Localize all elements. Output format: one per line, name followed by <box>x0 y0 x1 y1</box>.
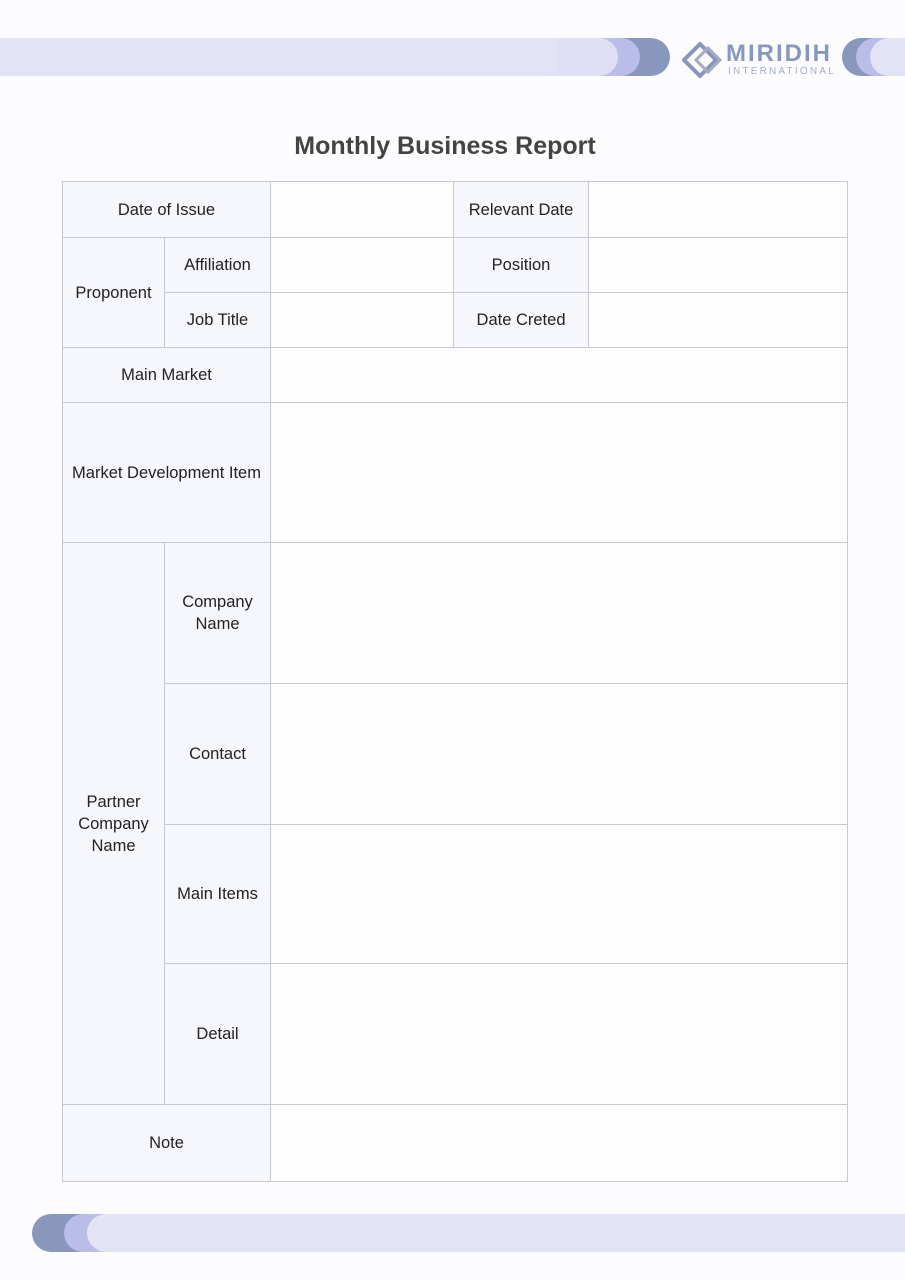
detail-field[interactable] <box>271 964 848 1105</box>
note-field[interactable] <box>271 1105 848 1182</box>
main-items-field[interactable] <box>271 825 848 964</box>
diamond-logo-icon <box>682 42 726 78</box>
company-name-label: Company Name <box>165 543 271 684</box>
header-decor-band <box>0 38 670 76</box>
logo-subtitle: INTERNATIONAL <box>728 66 836 77</box>
market-development-item-field[interactable] <box>271 403 848 543</box>
date-of-issue-field[interactable] <box>271 182 454 238</box>
company-name-field[interactable] <box>271 543 848 684</box>
table-row <box>63 684 848 825</box>
table-row <box>63 238 848 293</box>
contact-label: Contact <box>165 684 271 825</box>
date-created-label: Date Creted <box>454 293 589 348</box>
position-label: Position <box>454 238 589 293</box>
table-row <box>63 293 848 348</box>
contact-field[interactable] <box>271 684 848 825</box>
date-created-field[interactable] <box>589 293 848 348</box>
detail-label: Detail <box>165 964 271 1105</box>
relevant-date-field[interactable] <box>589 182 848 238</box>
company-logo <box>682 40 836 78</box>
position-field[interactable] <box>589 238 848 293</box>
page-title: Monthly Business Report <box>294 132 596 160</box>
table-row <box>63 182 848 238</box>
main-market-field[interactable] <box>271 348 848 403</box>
relevant-date-label: Relevant Date <box>454 182 589 238</box>
job-title-label: Job Title <box>165 293 271 348</box>
table-row <box>63 403 848 543</box>
partner-company-name-label: Partner Company Name <box>63 543 165 1105</box>
table-row <box>63 1105 848 1182</box>
affiliation-field[interactable] <box>271 238 454 293</box>
table-row <box>63 348 848 403</box>
footer-decor-band <box>32 1214 905 1252</box>
table-row <box>63 825 848 964</box>
note-label: Note <box>63 1105 271 1182</box>
table-row <box>63 543 848 684</box>
header-decor-cap <box>842 38 905 76</box>
table-row <box>63 964 848 1105</box>
main-market-label: Main Market <box>63 348 271 403</box>
main-items-label: Main Items <box>165 825 271 964</box>
affiliation-label: Affiliation <box>165 238 271 293</box>
job-title-field[interactable] <box>271 293 454 348</box>
date-of-issue-label: Date of Issue <box>63 182 271 238</box>
report-form-table <box>62 181 848 1182</box>
logo-brand: MIRIDIH <box>726 40 832 67</box>
market-development-item-label: Market Development Item <box>63 403 271 543</box>
proponent-label: Proponent <box>63 238 165 348</box>
